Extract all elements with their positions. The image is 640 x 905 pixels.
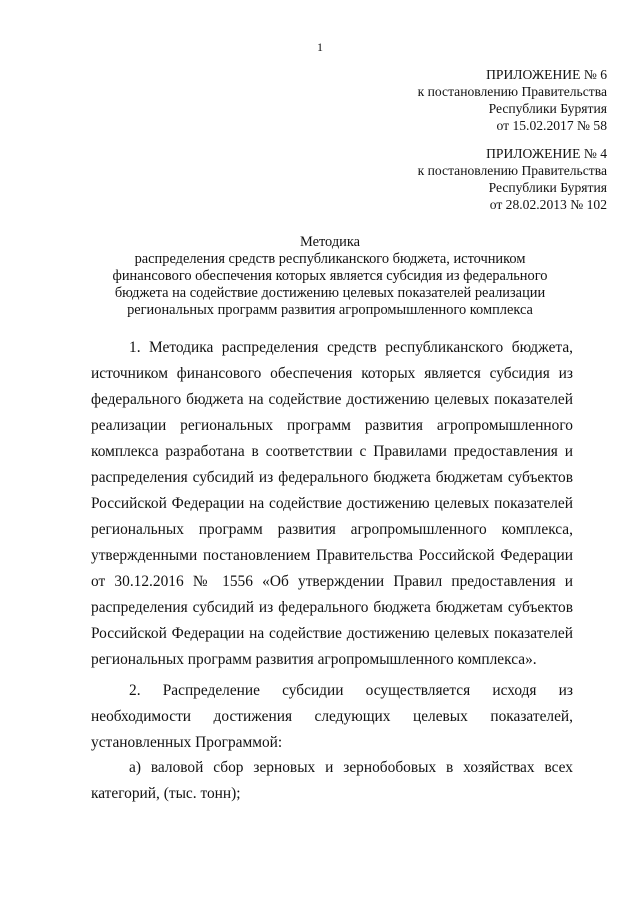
paragraph-3-item-a <box>91 755 573 807</box>
page-number: 1 <box>317 40 323 54</box>
document-title <box>60 234 600 319</box>
text-line: региональных программ развития агропромышленного комплекса, <box>91 521 573 538</box>
title-heading: Методика <box>299 234 361 250</box>
title-line: региональных программ развития агропромышленного комплекса <box>127 302 533 318</box>
text-line: распределения субсидий из федерального бюджета бюджетам субъектов <box>91 599 573 616</box>
text-line: региональных программ развития агропромышленного комплекса». <box>91 651 537 668</box>
text-line: а) валовой сбор зерновых и зернобобовых в хозяйствах всех <box>129 759 573 776</box>
text-line: категорий, (тыс. тонн); <box>91 785 241 802</box>
text-line: необходимости достижения следующих целевых показателей, <box>91 708 573 725</box>
text-line: 1. Методика распределения средств республиканского бюджета, <box>129 339 573 356</box>
text-line: Российской Федерации на содействие достижению целевых показателей <box>91 495 573 512</box>
text-line: комплекса разработана в соответствии с Правилами предоставления и <box>91 443 573 460</box>
title-line: финансового обеспечения которых является субсидия из федерального <box>112 268 548 284</box>
appendix-date-number: от 15.02.2017 № 58 <box>496 118 607 133</box>
appendix-block-4 <box>418 145 607 213</box>
appendix-line: к постановлению Правительства <box>417 84 607 99</box>
text-line: реализации региональных программ развития агропромышленного <box>91 417 573 434</box>
appendix-block-6 <box>418 66 607 134</box>
title-line: бюджета на содействие достижению целевых показателей реализации <box>114 285 546 301</box>
appendix-line: к постановлению Правительства <box>417 163 607 178</box>
appendix-heading: ПРИЛОЖЕНИЕ № 4 <box>486 146 607 161</box>
text-line: федерального бюджета на содействие достижению целевых показателей <box>91 391 573 408</box>
paragraph-2 <box>91 678 573 756</box>
text-line: Российской Федерации на содействие достижению целевых показателей <box>91 625 573 642</box>
title-line: распределения средств республиканского бюджета, источником <box>134 251 526 267</box>
appendix-line: Республики Бурятия <box>488 180 607 195</box>
text-line: от 30.12.2016 № 1556 «Об утверждении Правил предоставления и <box>91 573 573 590</box>
paragraph-1 <box>91 335 573 673</box>
text-line: утвержденными постановлением Правительства Российской Федерации <box>91 547 573 564</box>
text-line: установленных Программой: <box>91 734 283 751</box>
text-line: источником финансового обеспечения которых является субсидия из <box>91 365 573 382</box>
appendix-line: Республики Бурятия <box>488 101 607 116</box>
text-line: 2. Распределение субсидии осуществляется исходя из <box>129 682 573 699</box>
appendix-heading: ПРИЛОЖЕНИЕ № 6 <box>486 67 607 82</box>
text-line: распределения субсидий из федерального бюджета бюджетам субъектов <box>91 469 573 486</box>
appendix-date-number: от 28.02.2013 № 102 <box>489 197 607 212</box>
